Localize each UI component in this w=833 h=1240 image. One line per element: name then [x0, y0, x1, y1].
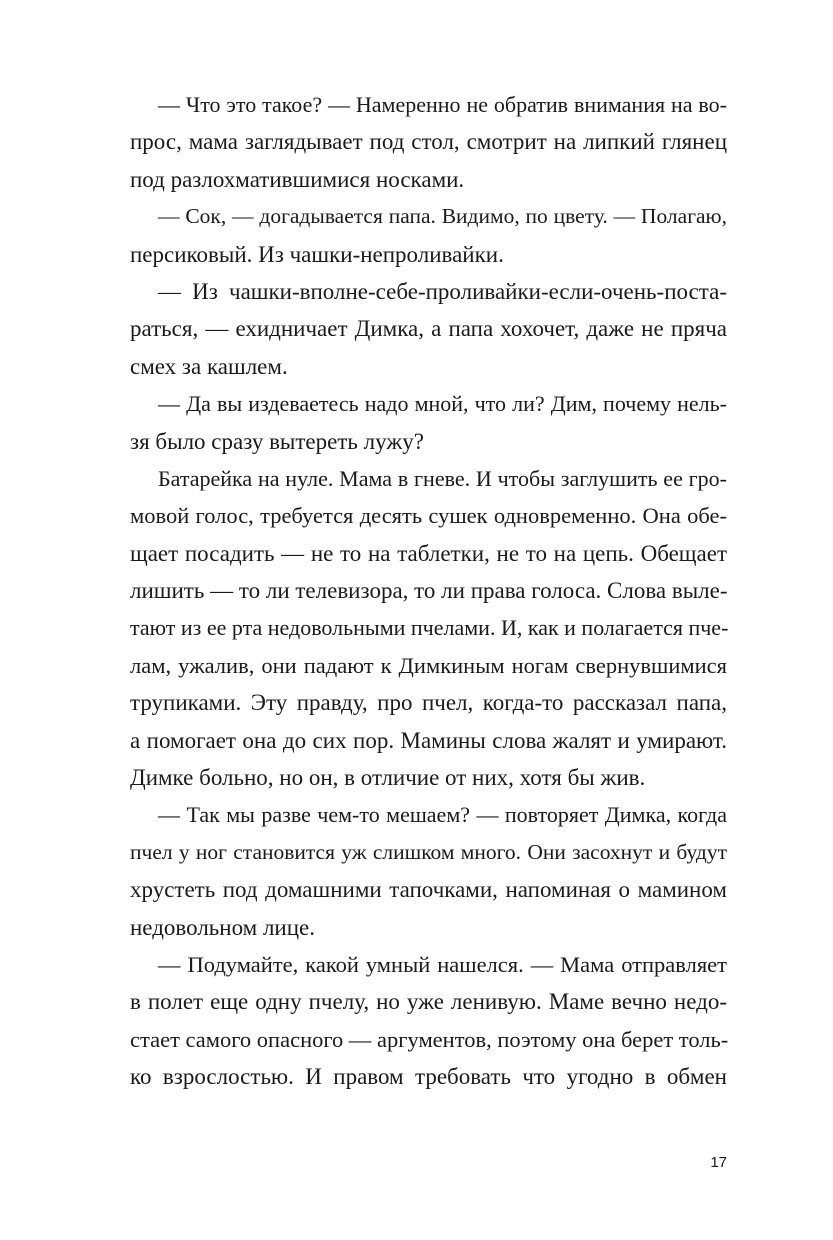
text-line: тают из ее рта недовольными пчелами. И, как и полагается пче- [130, 615, 729, 641]
text-line: а помогает она до сих пор. Мамины слова жалят и умирают. [130, 727, 727, 753]
text-line: под разлохматившимися носками. [130, 166, 465, 192]
text-line: зя было сразу вытереть лужу? [130, 428, 424, 454]
text-line: — Так мы разве чем-то мешаем? — повторяет Димка, когда [158, 802, 727, 828]
text-line: — Что это такое? — Намеренно не обратив внимания на во- [158, 92, 727, 117]
text-line: в полет еще одну пчелу, но уже ленивую. Маме вечно недо- [130, 989, 727, 1015]
text-line: мовой голос, требуется десять сушек одновременно. Она обе- [130, 503, 727, 529]
text-line: Батарейка на нуле. Мама в гневе. И чтобы заглушить ее гро- [158, 465, 727, 491]
text-line: — Подумайте, какой умный нашелся. — Мама отправляет [158, 951, 727, 977]
text-line: трупиками. Эту правду, про пчел, когда-то рассказал папа, [130, 690, 727, 716]
page-number: 17 [710, 1154, 727, 1171]
text-line: хрустеть под домашними тапочками, напоминая о мамином [130, 877, 727, 903]
text-line: — Сок, — догадывается папа. Видимо, по цвету. — Полагаю, [158, 204, 727, 229]
text-line: пчел у ног становится уж слишком много. Они засохнут и будут [130, 839, 727, 864]
text-line: раться, — ехидничает Димка, а папа хохочет, даже не пряча [130, 316, 727, 342]
text-line: — Да вы издеваетесь надо мной, что ли? Дим, почему нель- [158, 391, 727, 417]
text-line: стает самого опасного — аргументов, поэтому она берет толь- [130, 1026, 729, 1052]
text-line: прос, мама заглядывает под стол, смотрит на липкий глянец [130, 129, 727, 155]
text-line: лам, ужалив, они падают к Димкиным ногам свернувшимися [130, 652, 727, 678]
text-line: щает посадить — не то на таблетки, не то на цепь. Обещает [130, 540, 727, 566]
text-line: недовольном лице. [130, 914, 316, 940]
text-line: Димке больно, но он, в отличие от них, хотя бы жив. [130, 765, 646, 791]
text-line: персиковый. Из чашки-непроливайки. [130, 241, 504, 267]
text-line: — Из чашки-вполне-себе-проливайки-если-очень-поста- [158, 278, 727, 304]
text-line: смех за кашлем. [130, 353, 288, 379]
book-page-text [130, 86, 727, 1096]
text-line: лишить — то ли телевизора, то ли права голоса. Слова выле- [130, 578, 728, 604]
text-line: ко взрослостью. И правом требовать что угодно в обмен [130, 1064, 727, 1090]
